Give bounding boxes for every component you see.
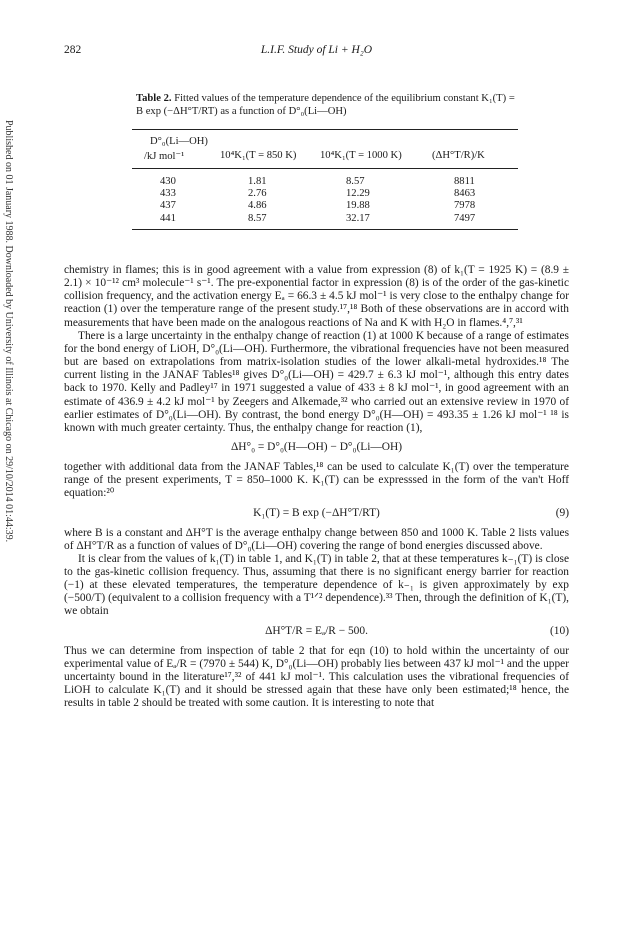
table-column-enthalpy — [454, 176, 475, 225]
running-head: L.I.F. Study of Li + H₂O — [260, 44, 373, 56]
table-column-k1-850 — [248, 176, 267, 225]
table-cell: 4.86 — [248, 200, 267, 212]
page-header — [64, 44, 569, 60]
equation-number: (10) — [550, 624, 569, 637]
publication-sidebar — [2, 120, 14, 640]
paragraph: Thus we can determine from inspection of table 2 that for eqn (10) to hold within the uncertainty of our experimental value of Eₐ/R = (7970 ± 544) K, D°₀(Li—OH) probably lies between 437 kJ mol⁻¹ and the upper uncertainty bound in the literature¹⁷,³² of 441 kJ mol⁻¹. This calculation uses the vibrational frequencies of LiOH to calculate K₁(T) and it should be stressed again that these have only been estimated;¹⁸ hence, the results in table 2 should be treated with some caution. It is interesting to note that — [64, 644, 569, 710]
table-cell: 7978 — [454, 200, 476, 212]
paragraph: There is a large uncertainty in the enthalpy change of reaction (1) at 1000 K because of a range of estimates for the bond energy of LiOH, D°₀(Li—OH). Furthermore, the vibrational frequencies have not been measured but are based on extrapolations from matrix-isolation studies of the lower alkali-metal hydroxides.¹⁸ The current listing in the JANAF Tables¹⁸ gives D°₀(Li—OH) = 429.7 ± 6.3 kJ mol⁻¹, although this entry dates back to 1970. Kelly and Padley¹⁷ in 1971 suggested a value of 433 ± 8 kJ mol⁻¹, in good agreement with an estimate of 436.9 ± 4.2 kJ mol⁻¹ by Zeegers and Alkemade,³² who carried out an extensive review in 1970 of earlier estimates of D°₀(Li—OH). By contrast, the bond energy D°₀(H—OH) = 493.35 ± 1.26 kJ mol⁻¹ ¹⁸ is known with much greater certainty. Thus, the enthalpy change for reaction (1), — [64, 329, 569, 434]
table-cell: 8811 — [454, 176, 475, 187]
paragraph: together with additional data from the JANAF Tables,¹⁸ can be used to calculate K₁(T) over the temperature range of the present experiments, T = 850–1000 K. K₁(T) can be expresssed in the form of the van't Hoff equation:²⁰ — [64, 461, 569, 500]
col-header-k1-1000: 10⁴K₁(T = 1000 K) — [320, 150, 402, 161]
table-cell: 12.29 — [346, 188, 370, 200]
paragraph: where B is a constant and ΔH°T is the average enthalpy change between 850 and 1000 K. Table 2 lists values of ΔH°T/R as a function of values of D°₀(Li—OH) covering the range of bond energies discussed above. — [64, 526, 569, 552]
table-column-k1-1000 — [346, 176, 370, 225]
col-header-enthalpy: (ΔH°T/R)/K — [432, 150, 485, 161]
publication-notice: Published on 01 January 1988. Downloaded by University of Illinois at Chicago on 29/10/2014 01:44:39. — [3, 120, 14, 543]
table-cell: 8.57 — [248, 212, 267, 224]
table-cell: 1.81 — [248, 176, 267, 187]
equation-text: ΔH°T/R = Eₐ/R − 500. — [265, 624, 368, 637]
table-caption-label: Table 2. — [136, 93, 172, 104]
table-caption-text: Fitted values of the temperature dependence of the equilibrium constant K₁(T) = B exp (−ΔH°T/RT) as a function of D°₀(Li—OH) — [136, 93, 515, 117]
table-cell: 8463 — [454, 188, 476, 200]
equation-10 — [64, 619, 569, 645]
table-cell: 430 — [160, 176, 176, 187]
table-top-rule — [132, 129, 518, 130]
table-caption — [136, 93, 516, 118]
page-number: 282 — [64, 44, 82, 56]
paragraph: It is clear from the values of k₁(T) in table 1, and K₁(T) in table 2, that at these temperatures k₋₁(T) is close to the gas-kinetic collision frequency. Thus, assuming that there is no significant energy barrier for reaction (−1) at these elevated temperatures, the temperature dependence of k₋₁ is given approximately by exp (−500/T) (equivalent to a collision frequency with a T¹ᐟ² dependence).³³ Then, through the definition of K₁(T), we obtain — [64, 552, 569, 618]
table-cell: 7497 — [454, 212, 476, 224]
equation-text: ΔH°₀ = D°₀(H—OH) − D°₀(Li—OH) — [230, 441, 403, 454]
table-cell: 441 — [160, 212, 176, 224]
table-cell: 433 — [160, 188, 176, 200]
table-header-rule — [132, 168, 518, 169]
paragraph: chemistry in flames; this is in good agreement with a value from expression (8) of k₁(T = 1925 K) = (8.9 ± 2.1) × 10⁻¹² cm³ molecule⁻¹ s⁻¹. The pre-exponential factor in expression (8) is of the order of the gas-kinetic collision frequency, and the activation energy Eₐ = 66.3 ± 4.5 kJ mol⁻¹ is very close to the enthalpy change for reaction (1) over the temperature range of the present study.¹⁷,¹⁸ Both of these observations are in accord with measurements that have been made on the analogous reactions of Na and K with H₂O in flames.⁴,⁷,³¹ — [64, 264, 569, 329]
col-header-bond-energy: D°₀(Li—OH) — [150, 136, 208, 147]
equation-text: K₁(T) = B exp (−ΔH°T/RT) — [253, 506, 380, 519]
equation-enthalpy — [64, 435, 569, 461]
equation-9 — [64, 501, 569, 527]
table-bottom-rule — [132, 229, 518, 230]
table-cell: 437 — [160, 200, 176, 212]
col-header-bond-energy-unit: /kJ mol⁻¹ — [144, 151, 185, 162]
col-header-k1-850: 10⁴K₁(T = 850 K) — [220, 150, 297, 161]
table-cell: 2.76 — [248, 188, 267, 200]
table-cell: 8.57 — [346, 176, 365, 187]
table-cell: 19.88 — [346, 200, 370, 212]
body-text — [64, 264, 569, 710]
table-cell: 32.17 — [346, 212, 370, 224]
equation-number: (9) — [555, 506, 569, 519]
table-column-bond-energy — [160, 176, 176, 225]
